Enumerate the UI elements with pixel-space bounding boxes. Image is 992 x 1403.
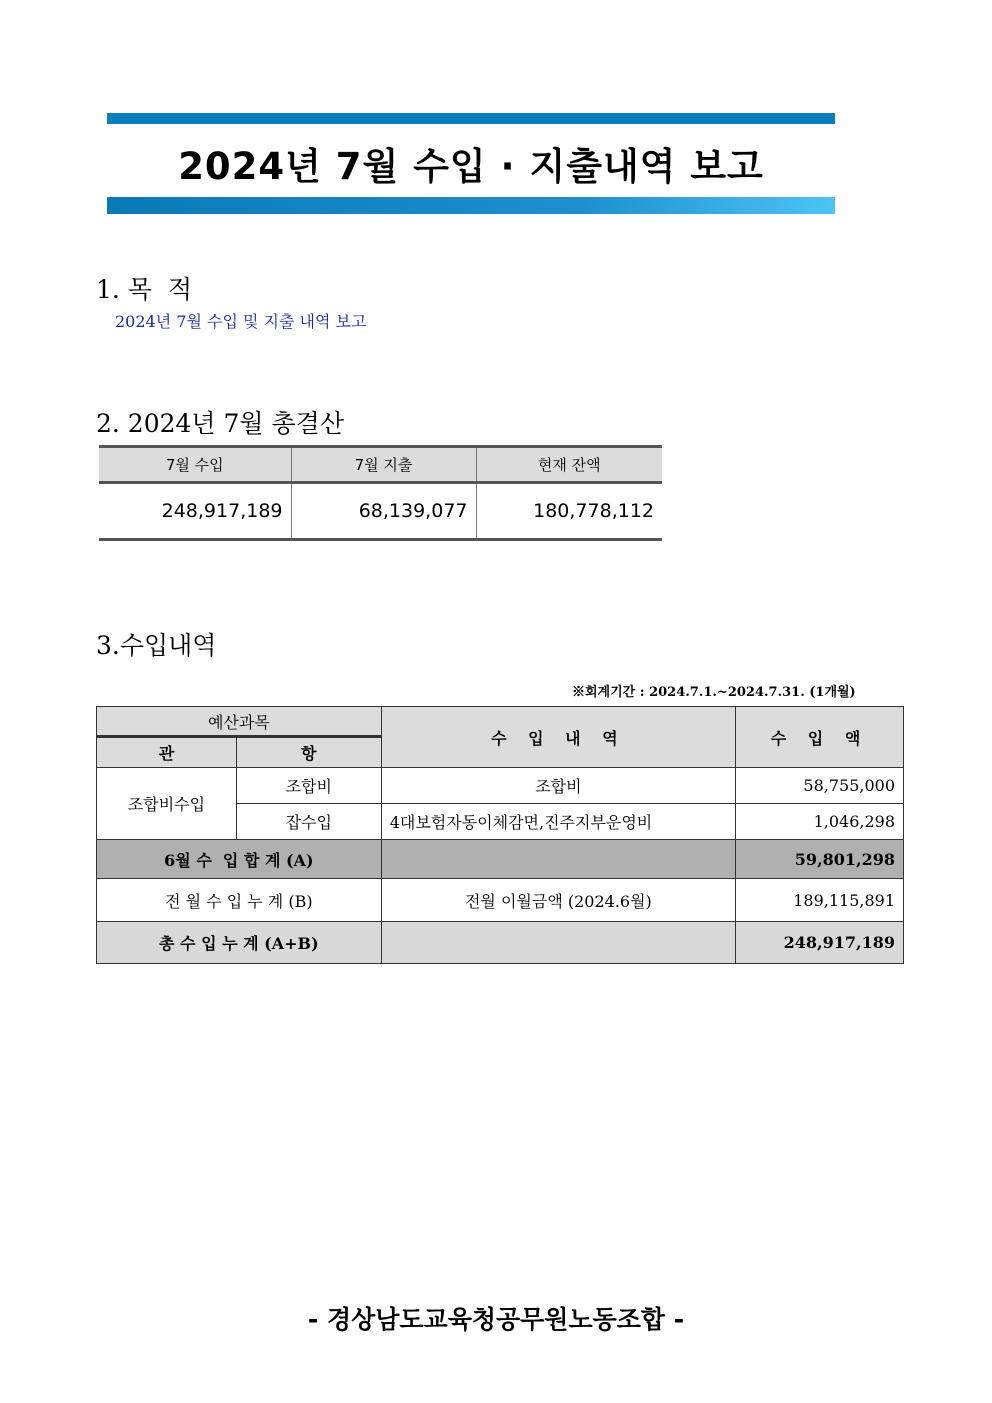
- document-title: 2024년 7월 수입 · 지출내역 보고: [178, 145, 764, 188]
- summary-header-income: 7월 수입: [99, 447, 291, 483]
- header-gwan: 관: [97, 737, 237, 768]
- summary-balance-value: 180,778,112: [476, 483, 662, 540]
- header-detail: 수 입 내 역: [381, 707, 735, 768]
- total-a-row: [97, 840, 904, 879]
- prev-month-row: [97, 879, 904, 922]
- summary-header-row: [99, 447, 662, 483]
- summary-value-row: [99, 483, 662, 540]
- amount-cell: 1,046,298: [736, 804, 904, 840]
- summary-table: [99, 445, 662, 541]
- prev-amount: 189,115,891: [736, 879, 904, 922]
- detail-cell: 조합비: [381, 768, 735, 804]
- grand-amount: 248,917,189: [736, 922, 904, 964]
- header-amount: 수 입 액: [736, 707, 904, 768]
- total-a-detail: [381, 840, 735, 879]
- table-row: [97, 768, 904, 804]
- detail-cell: 4대보험자동이체감면,진주지부운영비: [381, 804, 735, 840]
- header-hang: 항: [236, 737, 381, 768]
- amount-cell: 58,755,000: [736, 768, 904, 804]
- summary-header-balance: 현재 잔액: [476, 447, 662, 483]
- section3-heading: 3.수입내역: [96, 631, 217, 660]
- total-a-label: 6월 수 입 합 계 (A): [97, 840, 382, 879]
- hang-cell: 조합비: [236, 768, 381, 804]
- income-header-row-1: [97, 707, 904, 737]
- hang-cell: 잡수입: [236, 804, 381, 840]
- section1-heading: 1. 목 적: [96, 275, 192, 304]
- summary-income-value: 248,917,189: [99, 483, 291, 540]
- footer-organization: - 경상남도교육청공무원노동조합 -: [307, 1305, 685, 1334]
- title-top-bar: [107, 113, 835, 124]
- header-budget: 예산과목: [97, 707, 382, 737]
- grand-label: 총 수 입 누 계 (A+B): [97, 922, 382, 964]
- section2-heading: 2. 2024년 7월 총결산: [96, 409, 344, 438]
- summary-header-expense: 7월 지출: [291, 447, 476, 483]
- prev-label: 전 월 수 입 누 계 (B): [97, 879, 382, 922]
- title-bottom-bar: [107, 197, 835, 214]
- grand-total-row: [97, 922, 904, 964]
- accounting-period-note: ※회계기간 : 2024.7.1.~2024.7.31. (1개월): [572, 685, 856, 700]
- prev-detail: 전월 이월금액 (2024.6월): [381, 879, 735, 922]
- total-a-amount: 59,801,298: [736, 840, 904, 879]
- purpose-text: 2024년 7월 수입 및 지출 내역 보고: [115, 312, 367, 331]
- gwan-cell: 조합비수입: [97, 768, 237, 840]
- income-table: [96, 706, 904, 964]
- grand-detail: [381, 922, 735, 964]
- summary-expense-value: 68,139,077: [291, 483, 476, 540]
